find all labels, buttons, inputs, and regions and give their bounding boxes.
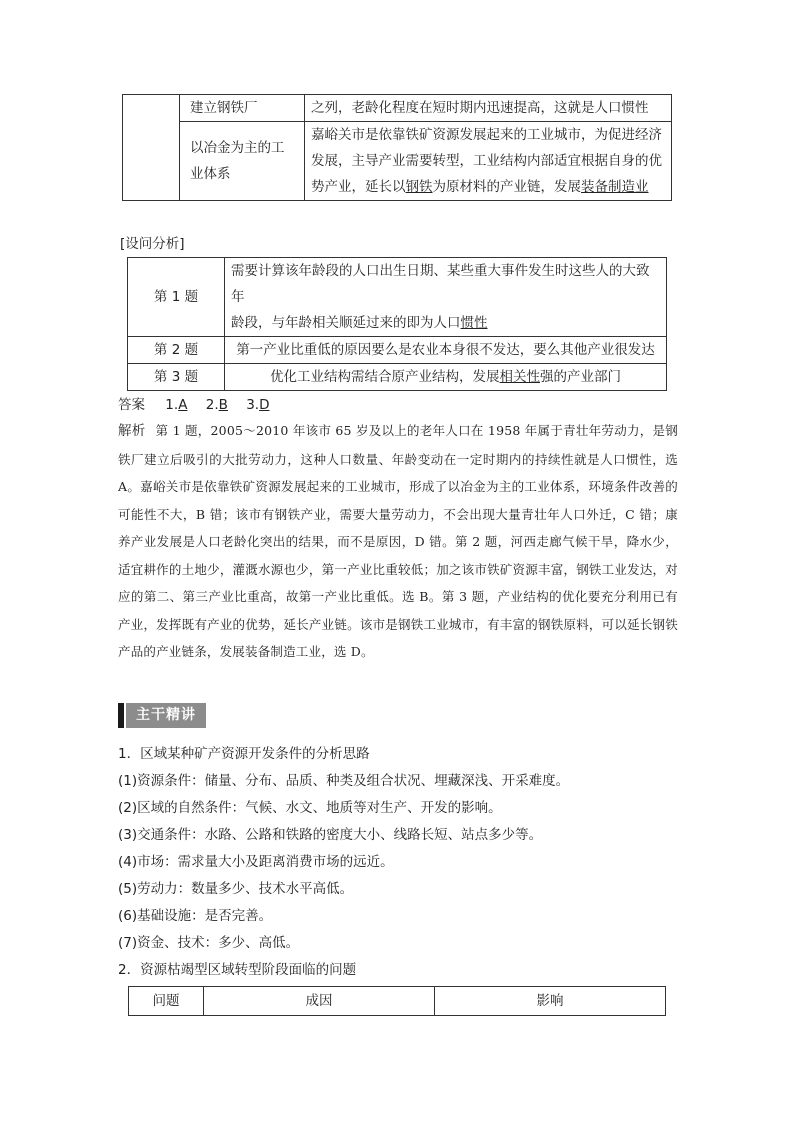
text: 优化工业结构需结合原产业结构，发展: [270, 369, 500, 385]
list-item: (7)资金、技术：多少、高低。: [118, 935, 300, 951]
desc-cell: 之列，老龄化程度在短时期内迅速提高，这就是人口惯性: [305, 95, 672, 122]
answers-label: 答案: [118, 397, 145, 413]
heading-bar: [118, 703, 124, 728]
text: 势产业，延长以: [311, 179, 406, 195]
factor-line: 业体系: [190, 166, 231, 182]
column-header: 问题: [129, 987, 204, 1016]
table-cell-empty: [123, 95, 180, 201]
factor-table: [122, 94, 672, 201]
list-item: (6)基础设施：是否完善。: [118, 908, 273, 924]
analysis-cell: [225, 364, 667, 391]
column-header: 影响: [435, 987, 666, 1016]
desc-cell: [305, 122, 672, 201]
table-header-row: [129, 987, 666, 1016]
list-item: 1．区域某种矿产资源开发条件的分析思路: [118, 746, 370, 762]
analysis-cell: 第一产业比重低的原因要么是农业本身很不发达，要么其他产业很发达: [225, 337, 667, 364]
question-number: 第 1 题: [128, 258, 225, 337]
section-heading: [118, 703, 206, 728]
table-row: [128, 258, 667, 337]
section-title: 主干精讲: [126, 703, 206, 728]
text: 龄段，与年龄相关顺延过来的即为人口: [231, 315, 461, 331]
answer-value: A: [178, 397, 188, 413]
list-item: (1)资源条件：储量、分布、品质、种类及组合状况、埋藏深浅、开采难度。: [118, 773, 570, 789]
list-item: 2．资源枯竭型区域转型阶段面临的问题: [118, 962, 357, 978]
table-row: [128, 364, 667, 391]
analysis-cell: [225, 258, 667, 337]
factor-cell: [180, 122, 305, 201]
table-row: [123, 122, 672, 201]
question-analysis-title: [设问分析]: [120, 236, 185, 252]
factor-cell: 建立钢铁厂: [180, 95, 305, 122]
text: 强的产业部门: [540, 369, 621, 385]
answer-num: 2.: [205, 397, 219, 413]
column-header: 成因: [204, 987, 435, 1016]
analysis-line: 需要计算该年龄段的人口出生日期、某些重大事件发生时这些人的大致年: [231, 263, 650, 305]
desc-line: 发展，主导产业需要转型，工业结构内部适宜根据自身的优: [311, 153, 662, 169]
answer-value: B: [218, 397, 228, 413]
answer-value: D: [259, 397, 270, 413]
table-row: [128, 337, 667, 364]
analysis-paragraph: [118, 417, 678, 666]
underlined-text: 装备制造业: [581, 179, 649, 195]
underlined-text: 惯性: [460, 315, 488, 331]
text: 为原材料的产业链，发展: [432, 179, 581, 195]
factor-line: 以冶金为主的工: [190, 140, 285, 156]
list-item: (4)市场：需求量大小及距离消费市场的远近。: [118, 854, 394, 870]
problems-table: [128, 986, 666, 1016]
analysis-line: [231, 310, 660, 336]
analysis-label: 解析: [118, 423, 146, 439]
list-item: (3)交通条件：水路、公路和铁路的密度大小、线路长短、站点多少等。: [118, 827, 543, 843]
answers-line: [118, 393, 269, 413]
underlined-text: 相关性: [499, 369, 540, 385]
main-points-list: [118, 741, 569, 984]
answer-num: 1.: [165, 397, 179, 413]
list-item: (5)劳动力：数量多少、技术水平高低。: [118, 881, 354, 897]
table-row: [123, 95, 672, 122]
question-number: 第 3 题: [128, 364, 225, 391]
desc-line: 嘉峪关市是依靠铁矿资源发展起来的工业城市，为促进经济: [311, 127, 662, 143]
analysis-text: 第 1 题，2005～2010 年该市 65 岁及以上的老年人口在 1958 年属于青壮年劳动力，是钢铁厂建立后吸引的大批劳动力，这种人口数量、年龄变动在一定时期内的持续性就是人口惯性，选 A。嘉峪关市是依靠铁矿资源发展起来的工业城市，形成了以冶金为主的工业体系，环境条件改善的可能性不大，B 错；该市有钢铁产业，需要大量劳动力，不会出现大量青壮年人口外迁，C 错；康养产业发展是人口老龄化突出的结果，而不是原因，D 错。第 2 题，河西走廊气候干旱，降水少，适宜耕作的土地少，灌溉水源也少，第一产业比重较低；加之该市铁矿资源丰富，钢铁工业发达，对应的第二、第三产业比重高，故第一产业比重低。选 B。第 3 题，产业结构的优化要充分利用已有产业，发挥既有产业的优势，延长产业链。该市是钢铁工业城市，有丰富的钢铁原料，可以延长钢铁产品的产业链条，发展装备制造工业，选 D。: [118, 423, 678, 659]
answer-num: 3.: [246, 397, 260, 413]
underlined-text: 钢铁: [405, 179, 433, 195]
question-number: 第 2 题: [128, 337, 225, 364]
desc-line: [311, 174, 665, 200]
list-item: (2)区域的自然条件：气候、水文、地质等对生产、开发的影响。: [118, 800, 502, 816]
question-analysis-table: [127, 257, 667, 391]
